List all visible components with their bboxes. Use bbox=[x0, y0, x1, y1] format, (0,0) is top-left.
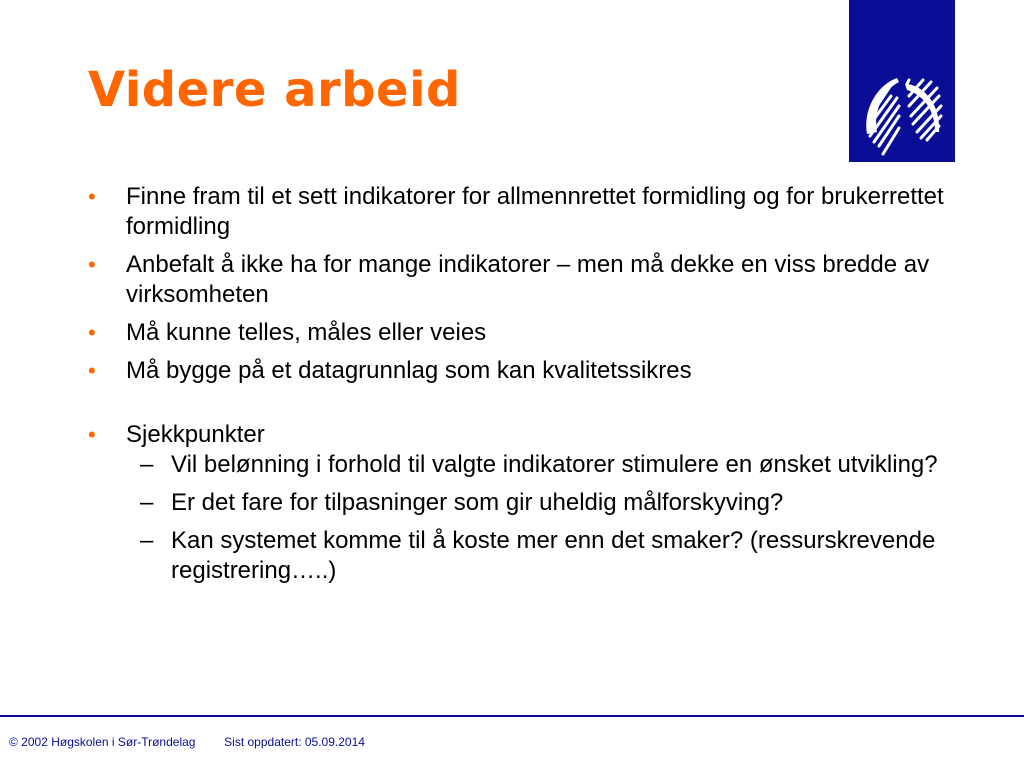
footer-copyright: © 2002 Høgskolen i Sør-Trøndelag bbox=[9, 735, 196, 749]
list-item bbox=[88, 250, 968, 310]
bullet-text: Må bygge på et datagrunnlag som kan kvalitetssikres bbox=[126, 357, 692, 384]
list-spacer bbox=[88, 394, 968, 420]
list-item bbox=[88, 182, 968, 242]
dash-icon: – bbox=[140, 489, 154, 516]
slide-body bbox=[88, 182, 968, 594]
sub-list-item bbox=[126, 488, 968, 518]
bullet-list bbox=[88, 182, 968, 586]
checkpoints-label: Sjekkpunkter bbox=[126, 421, 265, 448]
footer-updated: Sist oppdatert: 05.09.2014 bbox=[224, 735, 365, 749]
bullet-icon: • bbox=[88, 252, 96, 277]
bullet-text: Anbefalt å ikke ha for mange indikatorer – men må dekke en viss bredde av virksomheten bbox=[126, 251, 930, 308]
checkpoints-list bbox=[126, 450, 968, 586]
bullet-text: Må kunne telles, måles eller veies bbox=[126, 319, 487, 346]
sub-item-text: Kan systemet komme til å koste mer enn det smaker? (ressurskrevende registrering…..) bbox=[171, 527, 936, 584]
sub-list-item bbox=[126, 450, 968, 480]
bullet-text: Finne fram til et sett indikatorer for allmennrettet formidling og for brukerrettet formidling bbox=[126, 183, 944, 240]
bullet-icon: • bbox=[88, 422, 96, 447]
bullet-icon: • bbox=[88, 184, 96, 209]
list-item bbox=[88, 356, 968, 386]
footer-divider bbox=[0, 715, 1024, 717]
sub-item-text: Vil belønning i forhold til valgte indikatorer stimulere en ønsket utvikling? bbox=[171, 451, 938, 478]
sub-item-text: Er det fare for tilpasninger som gir uheldig målforskyving? bbox=[171, 489, 784, 516]
hist-logo-icon bbox=[861, 72, 945, 156]
bullet-icon: • bbox=[88, 358, 96, 383]
dash-icon: – bbox=[140, 527, 154, 554]
slide-title: Videre arbeid bbox=[88, 62, 461, 118]
logo bbox=[849, 0, 955, 162]
list-item bbox=[88, 318, 968, 348]
checkpoints-item bbox=[88, 420, 968, 586]
footer bbox=[9, 735, 365, 749]
sub-list-item bbox=[126, 526, 968, 586]
dash-icon: – bbox=[140, 451, 154, 478]
bullet-icon: • bbox=[88, 320, 96, 345]
